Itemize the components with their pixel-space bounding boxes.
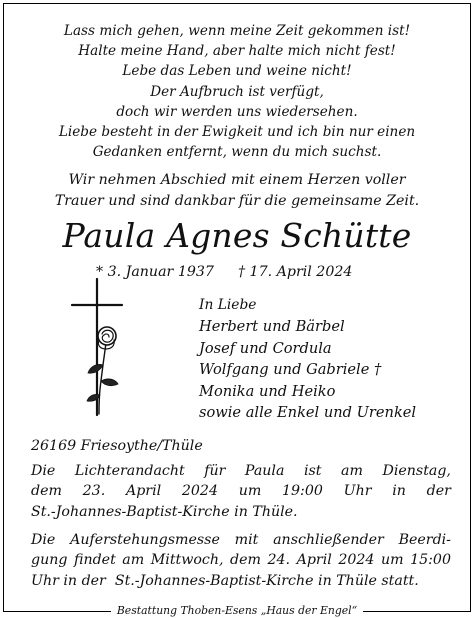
mourner-name: sowie alle Enkel und Urenkel — [199, 404, 417, 422]
word: Uhr — [343, 483, 372, 500]
mourner-name: Herbert und Bärbel — [199, 318, 345, 336]
word: Die — [31, 463, 56, 479]
word: am — [122, 552, 145, 569]
word: Lichterandacht — [74, 463, 185, 479]
mourner-name: Josef und Cordula — [199, 339, 332, 357]
word: Die — [31, 532, 56, 548]
word: um — [238, 483, 262, 500]
word: 23. — [82, 483, 106, 500]
obituary-notice — [3, 3, 471, 617]
word: um — [380, 552, 404, 569]
poem — [4, 21, 470, 162]
word: Mittwoch, — [150, 552, 224, 569]
word: anschließender — [273, 532, 384, 548]
word: findet — [73, 552, 116, 569]
word: Paula — [244, 463, 285, 479]
word: 24. — [267, 552, 291, 569]
paragraph-line: St.-Johannes-Baptist-Kirche in Thüle. — [31, 503, 298, 520]
mourners-lead: In Liebe — [199, 297, 257, 313]
word: 15:00 — [410, 552, 451, 569]
word: der — [426, 483, 451, 500]
life-dates — [96, 262, 352, 282]
paragraph-line — [31, 481, 451, 501]
mourner-name: Wolfgang und Gabriele † — [199, 361, 382, 379]
word: April — [125, 483, 162, 500]
poem-line: Gedanken entfernt, wenn du mich suchst. — [92, 144, 382, 161]
paragraph-line — [31, 530, 451, 550]
poem-line: Lass mich gehen, wenn meine Zeit gekommen ist! — [63, 23, 411, 39]
mourners-list — [199, 295, 416, 423]
deceased-name: Paula Agnes Schütte — [62, 216, 412, 255]
word: dem — [230, 552, 261, 569]
cross-with-rose-icon — [66, 277, 128, 417]
word: für — [204, 463, 226, 479]
paragraph-line — [31, 550, 451, 570]
mourner-name: Monika und Heiko — [199, 382, 336, 400]
word: 19:00 — [282, 483, 323, 500]
word: am — [341, 463, 363, 479]
poem-line: Halte meine Hand, aber halte mich nicht fest! — [78, 43, 396, 60]
poem-line: Der Aufbruch ist verfügt, — [150, 83, 324, 100]
funeral-home-name: Bestattung Thoben-Esens „Haus der Engel“ — [111, 604, 363, 617]
place-line: 26169 Friesoythe/Thüle — [31, 438, 203, 454]
lichterandacht-paragraph — [31, 461, 451, 522]
word: April — [296, 552, 332, 569]
word: 2024 — [181, 483, 218, 500]
word: dem — [31, 483, 62, 500]
word: in — [392, 483, 406, 500]
intro-line: Wir nehmen Abschied mit einem Herzen voller — [68, 172, 406, 188]
poem-line: Lebe das Leben und weine nicht! — [122, 63, 352, 80]
messe-paragraph — [31, 530, 451, 591]
intro-line: Trauer und sind dankbar für die gemeinsame Zeit. — [54, 193, 420, 209]
farewell-intro — [4, 170, 470, 212]
word: 2024 — [338, 552, 375, 569]
poem-line: doch wir werden uns wiedersehen. — [116, 103, 358, 120]
funeral-home-footer — [4, 599, 470, 618]
word: Dienstag, — [382, 463, 451, 479]
death-date: † 17. April 2024 — [237, 264, 353, 280]
word: ist — [303, 463, 322, 479]
word: mit — [234, 532, 259, 548]
word: gung — [31, 552, 68, 569]
birth-date: * 3. Januar 1937 — [96, 264, 214, 280]
word: Auferstehungsmesse — [70, 532, 220, 548]
paragraph-line — [31, 461, 451, 481]
word: Beerdi- — [398, 532, 451, 548]
paragraph-line: Uhr in der St.-Johannes-Baptist-Kirche in Thüle statt. — [31, 572, 419, 589]
poem-line: Liebe besteht in der Ewigkeit und ich bin nur einen — [58, 124, 416, 141]
